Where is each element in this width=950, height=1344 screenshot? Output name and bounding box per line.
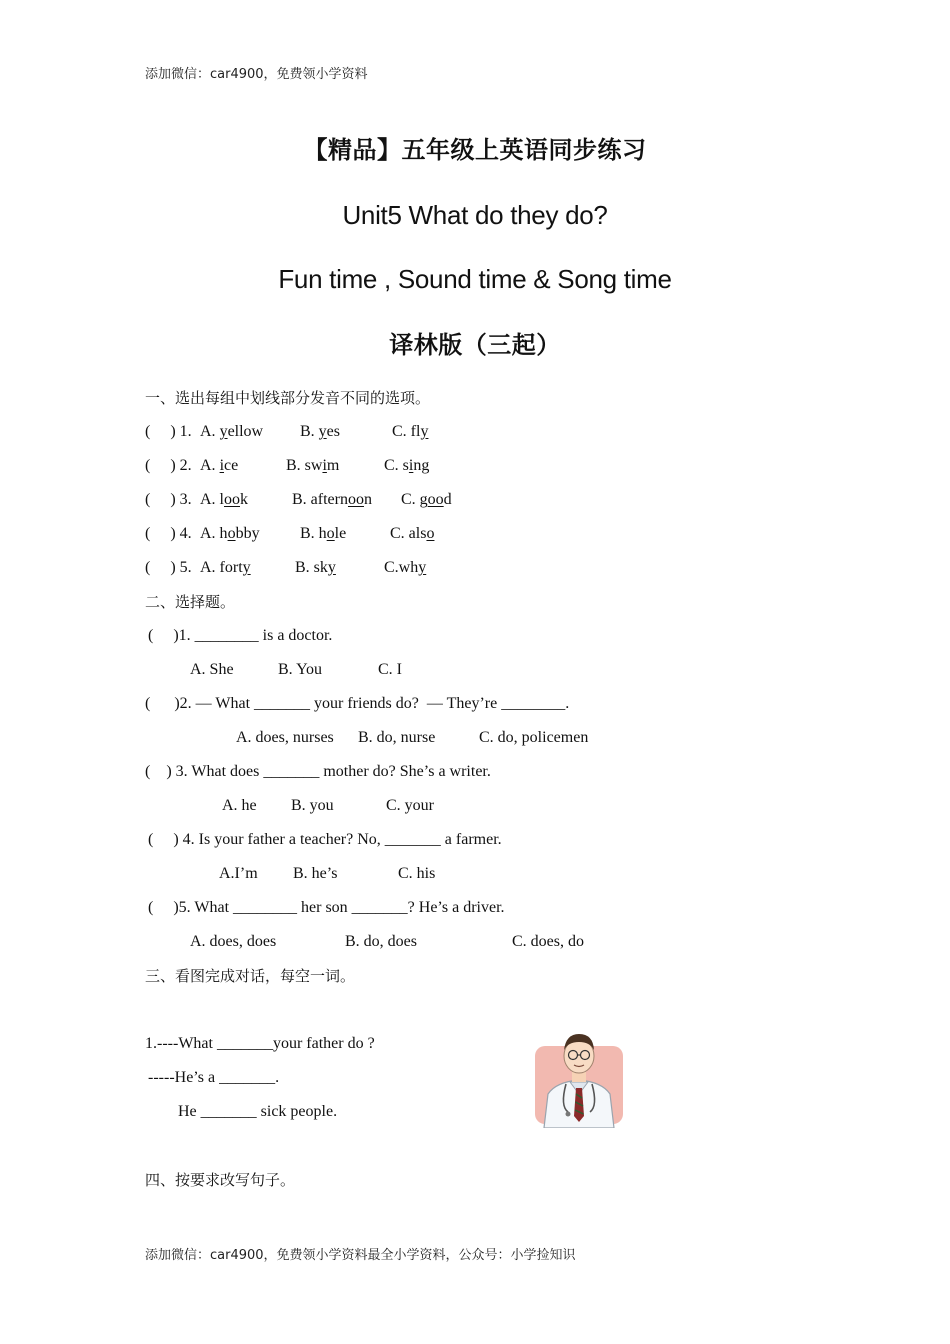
q1-option-c: C. I (378, 661, 402, 678)
question-3: ( ) 3. What does _______ mother do? She’s a writer. (145, 763, 491, 780)
dialogue-line-3: He _______ sick people. (178, 1103, 338, 1120)
option-a: A. ice (200, 457, 239, 474)
q5-option-c: C. does, do (512, 933, 584, 950)
option-b: B. afternoon (292, 491, 372, 508)
answer-bracket: ( ) 4. (145, 525, 192, 542)
option-b: B. sky (295, 559, 336, 576)
q1-option-a: A. She (190, 661, 234, 678)
q3-option-a: A. he (222, 797, 257, 814)
q4-option-a: A.I’m (219, 865, 258, 882)
option-a: A. look (200, 491, 248, 508)
question-number: 5. (179, 559, 192, 576)
option-c: C.why (384, 559, 427, 576)
question-number: 4. (179, 525, 192, 542)
q2-option-b: B. do, nurse (358, 729, 436, 746)
q5-option-a: A. does, does (190, 933, 277, 950)
title-line-1: 【精品】五年级上英语同步练习 (303, 136, 647, 164)
q3-option-b: B. you (291, 797, 334, 814)
footer-note: 添加微信：car4900，免费领小学资料最全小学资料，公众号：小学捡知识 (145, 1248, 576, 1263)
q2-option-c: C. do, policemen (479, 729, 589, 746)
option-b: B. yes (300, 423, 340, 440)
dialogue-line-2: -----He’s a _______. (148, 1069, 280, 1086)
doctor-illustration (532, 1020, 626, 1128)
option-c: C. sing (384, 457, 430, 474)
answer-bracket: ( ) 2. (145, 457, 192, 474)
title-line-4: 译林版（三起） (389, 331, 561, 359)
option-c: C. good (401, 491, 452, 508)
section4-heading: 四、按要求改写句子。 (145, 1171, 296, 1189)
question-5: ( )5. What ________ her son _______? He’s a driver. (148, 899, 505, 916)
section1-heading: 一、选出每组中划线部分发音不同的选项。 (145, 389, 431, 407)
question-4: ( ) 4. Is your father a teacher? No, _______ a farmer. (148, 831, 502, 848)
header-note: 添加微信：car4900，免费领小学资料 (145, 67, 368, 82)
q4-option-c: C. his (398, 865, 436, 882)
q1-option-b: B. You (278, 661, 323, 678)
question-number: 1. (179, 423, 192, 440)
section3-heading: 三、看图完成对话，每空一词。 (145, 967, 356, 985)
q4-option-b: B. he’s (293, 865, 338, 882)
question-number: 3. (179, 491, 192, 508)
option-c: C. also (390, 525, 435, 542)
dialogue-line-1: 1.----What _______your father do ? (145, 1035, 375, 1052)
answer-bracket: ( ) 3. (145, 491, 192, 508)
question-number: 2. (179, 457, 192, 474)
title-line-2: Unit5 What do they do? (342, 200, 608, 230)
question-2: ( )2. — What _______ your friends do? — They’re ________. (145, 695, 570, 712)
q2-option-a: A. does, nurses (236, 729, 334, 746)
option-c: C. fly (392, 423, 429, 440)
section2-heading: 二、选择题。 (145, 593, 236, 611)
answer-bracket: ( ) 5. (145, 559, 192, 576)
option-a: A. forty (200, 559, 251, 576)
q3-option-c: C. your (386, 797, 434, 814)
answer-bracket: ( ) 1. (145, 423, 192, 440)
option-a: A. hobby (200, 525, 260, 542)
q5-option-b: B. do, does (345, 933, 417, 950)
option-b: B. hole (300, 525, 347, 542)
question-1: ( )1. ________ is a doctor. (148, 627, 333, 644)
option-b: B. swim (286, 457, 340, 474)
title-line-3: Fun time , Sound time & Song time (278, 264, 672, 294)
option-a: A. yellow (200, 423, 264, 440)
